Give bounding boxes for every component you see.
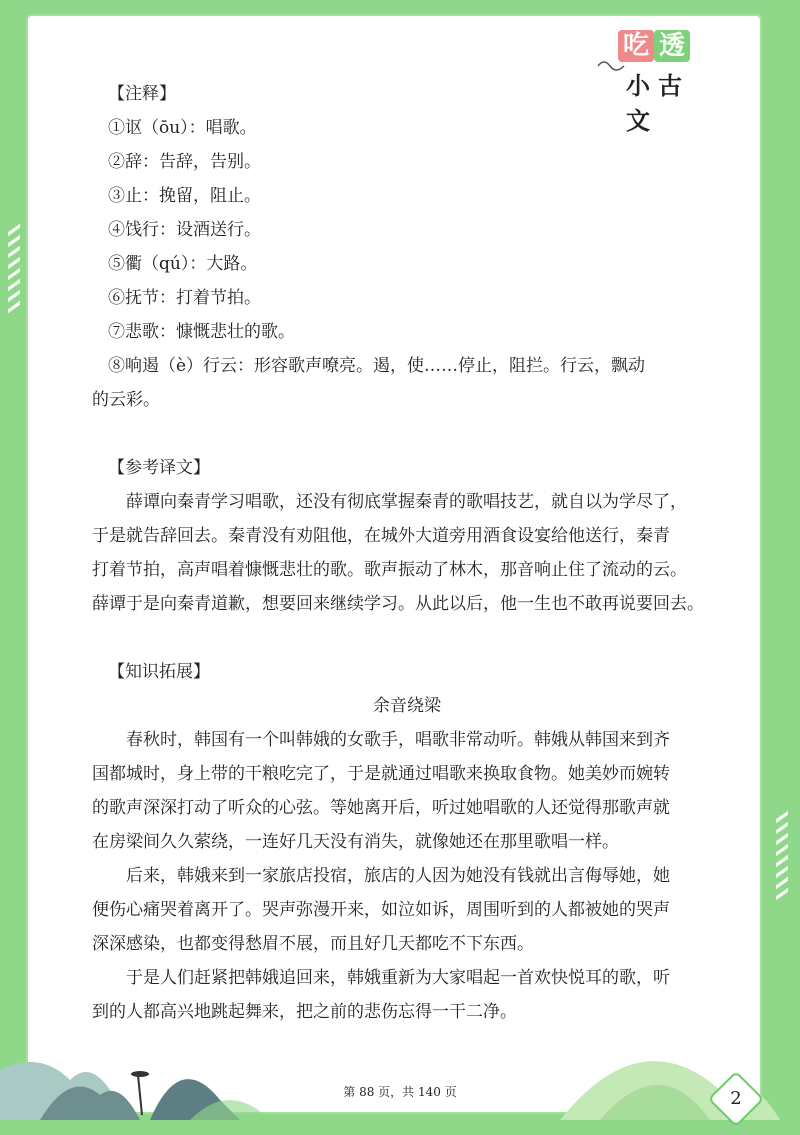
story-line: 于是人们赶紧把韩娥追回来，韩娥重新为大家唱起一首欢快悦耳的歌，听 — [126, 968, 670, 988]
note-item: ⑥抚节：打着节拍。 — [108, 288, 261, 308]
story-line: 在房梁间久久萦绕，一连好几天没有消失，就像她还在那里歌唱一样。 — [92, 832, 619, 852]
page-footer: 第 88 页，共 140 页 — [343, 1085, 457, 1099]
translation-line: 薛谭向秦青学习唱歌，还没有彻底掌握秦青的歌唱技艺，就自以为学尽了， — [126, 492, 687, 512]
document-content — [92, 77, 722, 1029]
story-line: 便伤心痛哭着离开了。哭声弥漫开来，如泣如诉，周围听到的人都被她的哭声 — [92, 900, 670, 920]
story-line: 国都城时，身上带的干粮吃完了，于是就通过唱歌来换取食物。她美妙而婉转 — [92, 764, 670, 784]
story-line: 到的人都高兴地跳起舞来，把之前的悲伤忘得一干二净。 — [92, 1002, 517, 1022]
note-item: ⑦悲歌：慷慨悲壮的歌。 — [108, 322, 295, 342]
note-item: ③止：挽留，阻止。 — [108, 186, 261, 206]
story-line: 深深感染，也都变得愁眉不展，而且好几天都吃不下东西。 — [92, 934, 534, 954]
translation-line: 打着节拍，高声唱着慷慨悲壮的歌。歌声振动了林木，那音响止住了流动的云。 — [92, 560, 687, 580]
note-item: ①讴（ōu）：唱歌。 — [108, 118, 257, 138]
note-item: ②辞：告辞，告别。 — [108, 152, 261, 172]
logo-subtitle: 小古文 — [626, 71, 690, 135]
document-page — [26, 14, 762, 1114]
logo-char-eat: 吃 — [618, 30, 654, 62]
mountain-landscape-decoration — [0, 1010, 800, 1120]
translation-title: 【参考译文】 — [108, 458, 210, 478]
translation-line: 薛谭于是向秦青道歉，想要回来继续学习。从此以后，他一生也不敢再说要回去。 — [92, 594, 704, 614]
note-item: ④饯行：设酒送行。 — [108, 220, 261, 240]
story-line: 春秋时，韩国有一个叫韩娥的女歌手，唱歌非常动听。韩娥从韩国来到齐 — [126, 730, 670, 750]
logo-char-through: 透 — [654, 30, 690, 62]
note-item-continuation: 的云彩。 — [92, 390, 160, 410]
page-number: 2 — [730, 1088, 742, 1109]
decorative-stripes-left — [8, 228, 20, 309]
story-line: 后来，韩娥来到一家旅店投宿，旅店的人因为她没有钱就出言侮辱她，她 — [126, 866, 670, 886]
story-line: 的歌声深深打动了听众的心弦。等她离开后，听过她唱歌的人还觉得那歌声就 — [92, 798, 670, 818]
decorative-stripes-right — [776, 815, 788, 896]
note-item: ⑤衢（qú）：大路。 — [108, 254, 258, 274]
story-title: 余音绕梁 — [373, 696, 441, 716]
note-item: ⑧响遏（è）行云：形容歌声嘹亮。遏，使……停止，阻拦。行云，飘动 — [108, 356, 646, 376]
translation-line: 于是就告辞回去。秦青没有劝阻他，在城外大道旁用酒食设宴给他送行，秦青 — [92, 526, 670, 546]
extension-title: 【知识拓展】 — [108, 662, 210, 682]
notes-title: 【注释】 — [108, 84, 176, 104]
